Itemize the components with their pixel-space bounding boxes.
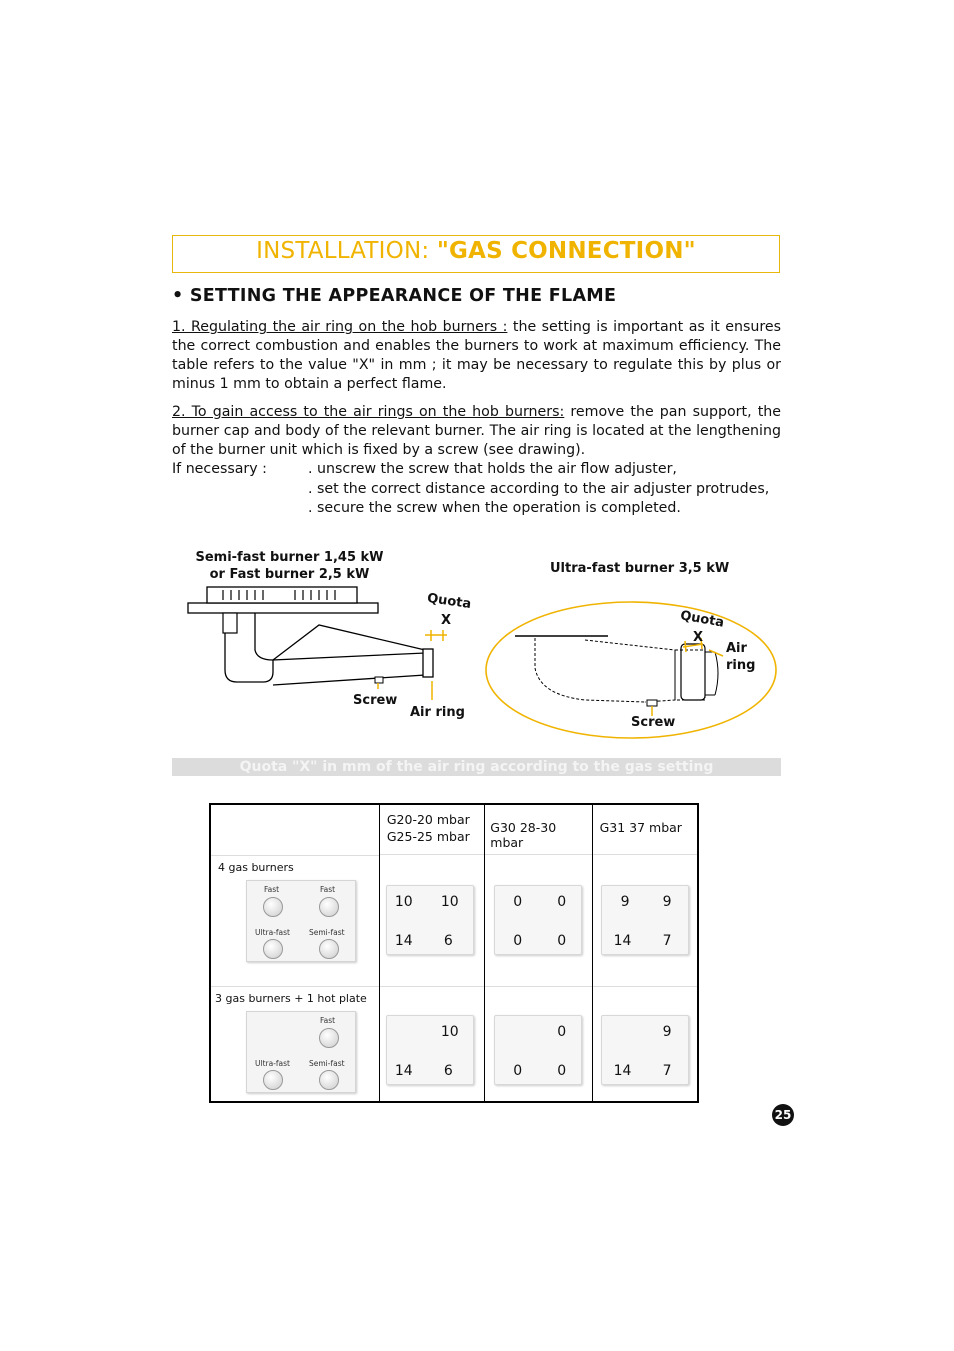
paragraph-1: [172, 318, 781, 394]
header-g31: G31 37 mbar: [593, 805, 697, 855]
value: 0: [513, 1063, 523, 1079]
value: 0: [557, 1024, 567, 1040]
value: 10: [440, 1024, 459, 1040]
value: 10: [394, 894, 413, 910]
left-diagram-title-2: or Fast burner 2,5 kW: [209, 567, 370, 582]
right-quota-label: Quota: [679, 608, 726, 631]
header-g20-cell: [379, 804, 484, 856]
header-g20: G20-20 mbar: [386, 812, 470, 827]
if-necessary-label: If necessary :: [172, 461, 267, 477]
step-3: . secure the screw when the operation is completed.: [308, 500, 681, 516]
knob-label-ultra: Ultra-fast: [255, 928, 290, 937]
value: 0: [557, 894, 567, 910]
row1-g30-cell: [485, 856, 592, 987]
value: 6: [443, 1063, 453, 1079]
left-quota-label: Quota: [426, 590, 473, 613]
value: 6: [443, 933, 453, 949]
value: 14: [613, 933, 632, 949]
row2-g30-box: [494, 1015, 582, 1085]
knob-label-semi: Semi-fast: [309, 1059, 345, 1068]
value: 0: [557, 1063, 567, 1079]
hob-diagram-3-burners-plate: [246, 1011, 356, 1093]
value: 0: [557, 933, 567, 949]
row1-label: 4 gas burners: [218, 861, 294, 874]
hob-diagram-4-burners: [246, 880, 356, 962]
row2-g30-cell: [485, 987, 592, 1102]
knob-icon: [319, 939, 339, 959]
knob-icon: [319, 897, 339, 917]
page-title: [172, 238, 780, 264]
header-empty-cell: [210, 804, 379, 856]
row1-label-cell: [210, 856, 379, 987]
paragraph-2-lead: 2. To gain access to the air rings on the hob burners:: [172, 404, 565, 420]
right-air-label: Air: [726, 641, 747, 656]
left-air-ring-label: Air ring: [410, 705, 465, 720]
paragraph-2: [172, 403, 781, 460]
knob-label-fast-2: Fast: [320, 885, 336, 894]
value: 7: [662, 933, 672, 949]
left-burner-drawing: [185, 585, 455, 700]
row2-g31-cell: [592, 987, 698, 1102]
knob-icon: [263, 897, 283, 917]
row1-g20-box: [386, 885, 474, 955]
left-diagram-title-1: Semi-fast burner 1,45 kW: [195, 550, 384, 565]
quota-table: [209, 803, 699, 1103]
paragraph-1-text: the setting is important as it ensures the correct combustion and enables the burners to work at maximum efficiency. The table refers to the value "X" in mm ; it may be necessary to regulate this by plus or minus 1 mm to obtain a perfect flame.: [172, 319, 781, 392]
value: 14: [394, 933, 413, 949]
value: 14: [394, 1063, 413, 1079]
knob-label-fast: Fast: [320, 1016, 336, 1025]
left-x-label: X: [441, 613, 452, 628]
value: 9: [620, 894, 630, 910]
right-screw-label: Screw: [631, 715, 676, 730]
knob-label-ultra: Ultra-fast: [255, 1059, 290, 1068]
value: 7: [662, 1063, 672, 1079]
section-title: • SETTING THE APPEARANCE OF THE FLAME: [172, 286, 617, 306]
row2-g31-box: [601, 1015, 689, 1085]
knob-label-semi: Semi-fast: [309, 928, 345, 937]
row2-g20-box: [386, 1015, 474, 1085]
row2-label-cell: [210, 987, 379, 1102]
right-diagram-title: Ultra-fast burner 3,5 kW: [550, 561, 730, 576]
paragraph-2-text: remove the pan support, the burner cap and body of the relevant burner. The air ring is located at the lengthening of the burner unit which is fixed by a screw (see drawing).: [172, 404, 781, 458]
right-x-label: X: [693, 630, 704, 645]
knob-icon: [319, 1070, 339, 1090]
header-g30-cell: [485, 804, 592, 856]
row1-g31-box: [601, 885, 689, 955]
row2-label: 3 gas burners + 1 hot plate: [215, 992, 367, 1005]
header-g25: G25-25 mbar: [386, 829, 470, 844]
left-screw-label: Screw: [353, 693, 398, 708]
knob-icon: [263, 939, 283, 959]
title-prefix: INSTALLATION:: [256, 238, 430, 264]
knob-icon: [263, 1070, 283, 1090]
step-1: . unscrew the screw that holds the air flow adjuster,: [308, 461, 677, 477]
step-2: . set the correct distance according to the air adjuster protrudes,: [308, 481, 770, 497]
page-number: 25: [772, 1104, 794, 1126]
knob-icon: [319, 1028, 339, 1048]
row2-g20-cell: [379, 987, 484, 1102]
value: 9: [662, 894, 672, 910]
value: 0: [513, 894, 523, 910]
row1-g30-box: [494, 885, 582, 955]
right-ring-label: ring: [726, 658, 756, 673]
header-g30: G30 28-30 mbar: [485, 805, 591, 855]
knob-label-fast-1: Fast: [264, 885, 280, 894]
row1-g31-cell: [592, 856, 698, 987]
value: 9: [662, 1024, 672, 1040]
title-bold: "GAS CONNECTION": [436, 238, 696, 264]
value: 10: [440, 894, 459, 910]
value: 14: [613, 1063, 632, 1079]
row1-g20-cell: [379, 856, 484, 987]
table-banner: Quota "X" in mm of the air ring according to the gas setting: [172, 758, 781, 776]
paragraph-1-lead: 1. Regulating the air ring on the hob burners :: [172, 319, 508, 335]
header-g31-cell: [592, 804, 698, 856]
value: 0: [513, 933, 523, 949]
